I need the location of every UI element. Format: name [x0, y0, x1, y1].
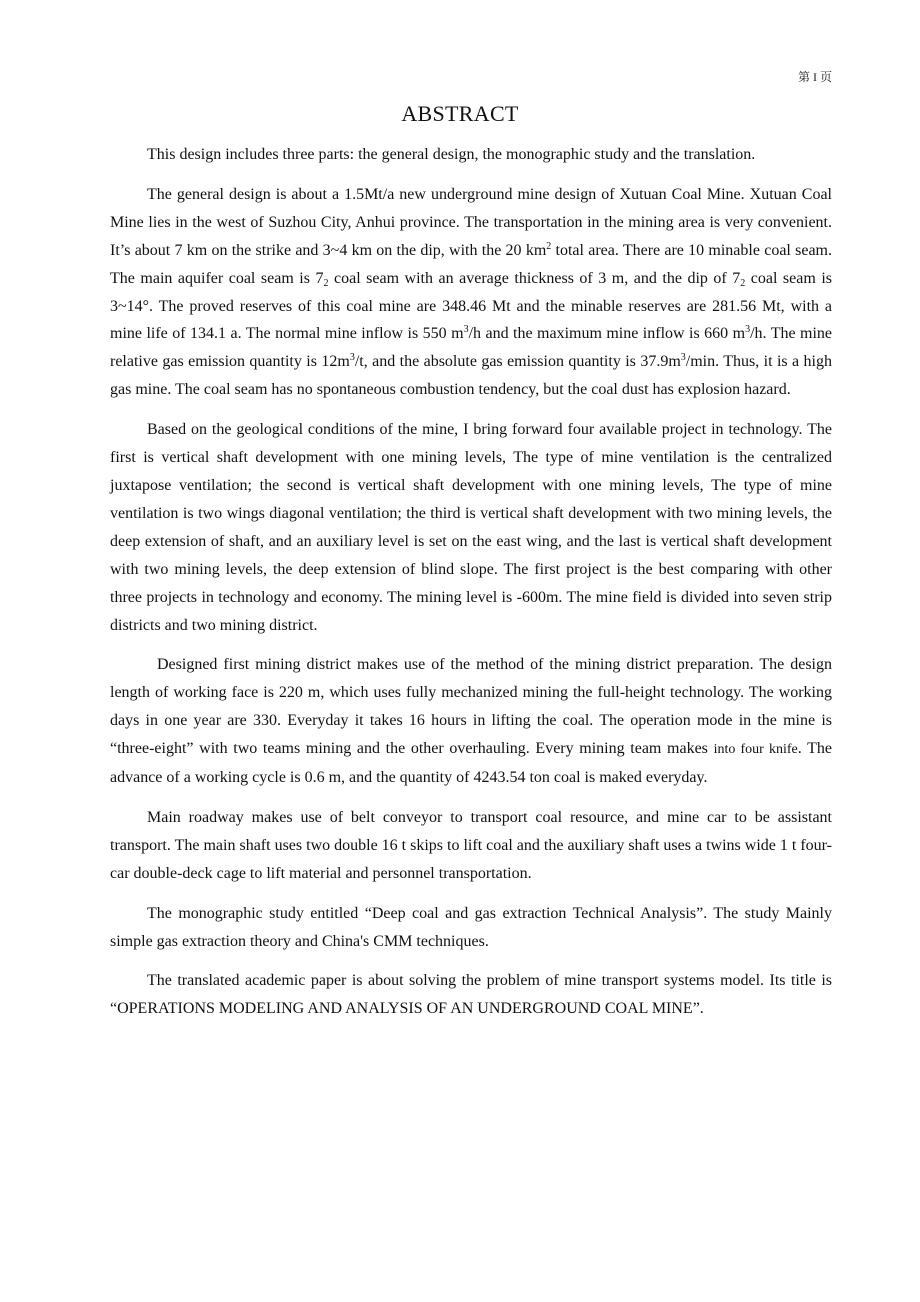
- subscript: 2: [323, 277, 329, 289]
- text-run: The general design is about a 1.5Mt/a new underground mine design of Xutuan Coal Mine. Xutuan Coal Mine lies in the west of Suzhou City, Anhui province. The transportation in the mining area is very convenient. It’s about 7 km on the strike and 3~4 km on the dip, with the 20 km: [110, 185, 832, 259]
- text-run: /h and the maximum mine inflow is 660 m: [468, 325, 746, 343]
- abstract-body: [110, 141, 832, 1035]
- text-run: /t, and the absolute gas emission quantity is 37.9m: [354, 353, 681, 371]
- text-run: . The advance of a working cycle is 0.6 m, and the quantity of 4243.54 ton coal is maked everyday.: [110, 740, 832, 787]
- text-run: Designed first mining district makes use of the method of the mining district preparation. The design length of working face is 220 m, which uses fully mechanized mining the full-height technology. The working days in one year are 330. Everyday it takes 16 hours in lifting the coal. The operation mode in the mine is “three-eight” with two teams mining and the other overhauling. Every mining team makes: [110, 656, 832, 758]
- superscript: 3: [680, 352, 686, 364]
- paragraph-mining-district: [110, 651, 832, 792]
- paragraph-general-design: [110, 181, 832, 404]
- paragraph-translation: The translated academic paper is about solving the problem of mine transport systems model. Its title is “OPERATIONS MODELING AND ANALYSIS OF AN UNDERGROUND COAL MINE”.: [110, 972, 832, 1018]
- text-run: coal seam is 3~14°. The proved reserves of this coal mine are 348.46 Mt and the minable reserves are 281.56 Mt, with a mine life of 134.1 a. The normal mine inflow is 550 m: [110, 269, 832, 343]
- text-run: total area. There are 10 minable coal seam. The main aquifer coal seam is 7: [110, 241, 832, 287]
- page-number: 第 I 页: [798, 70, 832, 84]
- paragraph-monographic-study: The monographic study entitled “Deep coal and gas extraction Technical Analysis”. The study Mainly simple gas extraction theory and China's CMM techniques.: [110, 904, 832, 950]
- superscript: 3: [463, 324, 469, 336]
- superscript: 3: [349, 352, 355, 364]
- text-run: /h. The mine relative gas emission quantity is 12m: [110, 325, 833, 371]
- abstract-title: ABSTRACT: [401, 101, 519, 126]
- subscript: 2: [740, 277, 746, 289]
- text-run-small: into four knife: [713, 742, 798, 758]
- text-run: coal seam with an average thickness of 3 m, and the dip of 7: [328, 269, 741, 287]
- paragraph-overview: This design includes three parts: the general design, the monographic study and the translation.: [147, 146, 756, 163]
- text-run: /min. Thus, it is a high gas mine. The coal seam has no spontaneous combustion tendency, but the coal dust has explosion hazard.: [110, 353, 832, 399]
- paragraph-projects: Based on the geological conditions of the mine, I bring forward four available project in technology. The first is vertical shaft development with one mining levels, The type of mine ventilation is the centralized juxtapose ventilation; the second is vertical shaft development with one mining levels, The type of mine ventilation is two wings diagonal ventilation; the third is vertical shaft development with two mining levels, the deep extension of shaft, and an auxiliary level is set on the east wing, and the last is vertical shaft development with two mining levels, the deep extension of blind slope. The first project is the best comparing with other three projects in technology and economy. The mining level is -600m. The mine field is divided into seven strip districts and two mining district.: [110, 421, 832, 634]
- superscript: 2: [546, 240, 552, 252]
- paragraph-transport: Main roadway makes use of belt conveyor to transport coal resource, and mine car to be assistant transport. The main shaft uses two double 16 t skips to lift coal and the auxiliary shaft uses a twins wide 1 t four-car double-deck cage to lift material and personnel transportation.: [110, 808, 832, 882]
- superscript: 3: [745, 324, 751, 336]
